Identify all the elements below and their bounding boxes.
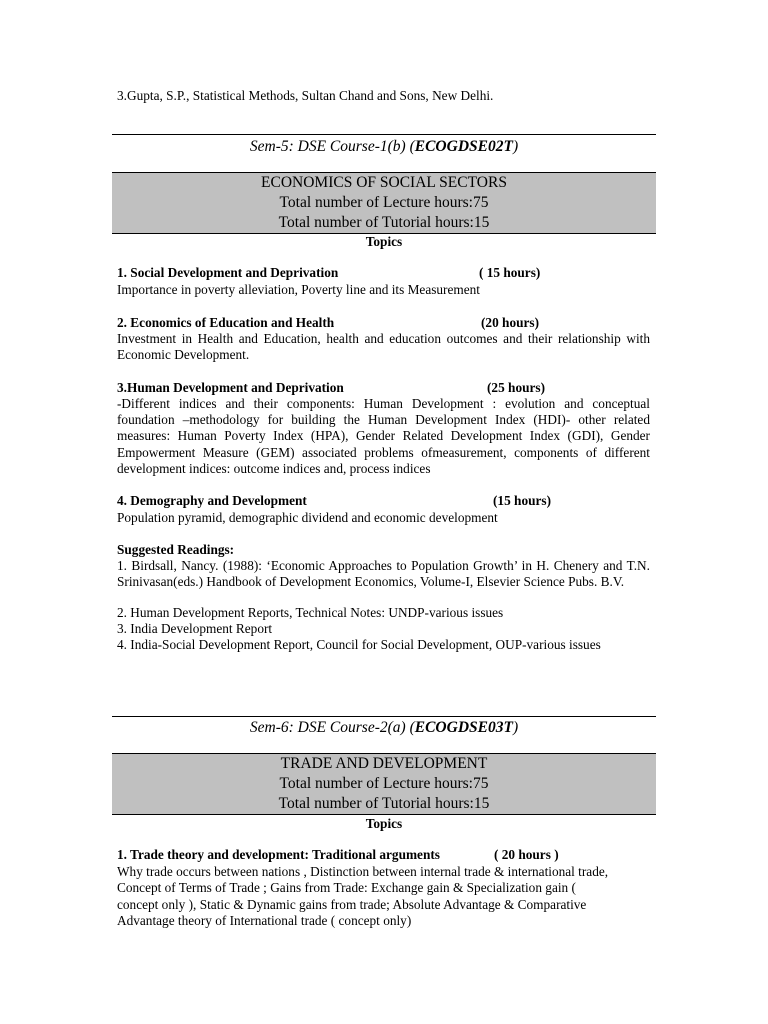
topic-heading: 1. Trade theory and development: Traditional arguments — [117, 847, 440, 862]
topic-heading: 4. Demography and Development — [117, 493, 307, 508]
topic-body: Population pyramid, demographic dividend and economic development — [117, 510, 498, 525]
tutorial-hours: Total number of Tutorial hours:15 — [278, 214, 490, 231]
topic-body: -Different indices and their components: Human Development : evolution and conceptual foundation –methodology for building the Human Development Index (HDI)- other related measures: Human Poverty Index (HPA), Gender Related Development Index (GDI), Gender Empowerment Measure (GEM) associated problems ofmeasurement, components of different development indices: outcome indices and, process indices — [117, 396, 650, 476]
topic-body: Investment in Health and Education, health and education outcomes and their relationship with Economic Development. — [117, 331, 650, 363]
topic-hours: (15 hours) — [493, 493, 551, 508]
topic-body-line: Why trade occurs between nations , Distinction between internal trade & international trade, — [117, 864, 609, 879]
section-rule — [112, 134, 656, 135]
reference-gupta: 3.Gupta, S.P., Statistical Methods, Sultan Chand and Sons, New Delhi. — [117, 88, 494, 103]
course-title-box — [112, 753, 656, 815]
course-title-box — [112, 172, 656, 234]
topic-hours: ( 15 hours) — [479, 265, 541, 280]
reading-item: 4. India-Social Development Report, Council for Social Development, OUP-various issues — [117, 637, 601, 652]
topic-body-line: Advantage theory of International trade ( concept only) — [117, 913, 412, 928]
topic-hours: ( 20 hours ) — [494, 847, 559, 862]
lecture-hours: Total number of Lecture hours:75 — [279, 775, 489, 792]
lecture-hours: Total number of Lecture hours:75 — [279, 194, 489, 211]
course-title: ECONOMICS OF SOCIAL SECTORS — [261, 174, 507, 191]
course-header-prefix: Sem-6: DSE Course-2(a) ( — [249, 719, 415, 736]
topic-body-line: Concept of Terms of Trade ; Gains from Trade: Exchange gain & Specialization gain ( — [117, 880, 576, 895]
topic-hours: (25 hours) — [487, 380, 545, 395]
reading-item: 1. Birdsall, Nancy. (1988): ‘Economic Approaches to Population Growth’ in H. Chenery and T.N. Srinivasan(eds.) Handbook of Development Economics, Volume-I, Elsevier Science Pubs. B.V. — [117, 558, 650, 590]
course-title: TRADE AND DEVELOPMENT — [280, 755, 488, 772]
topic-body: Importance in poverty alleviation, Poverty line and its Measurement — [117, 282, 480, 297]
course-code: ECOGDSE03T — [414, 719, 513, 736]
topic-heading: 2. Economics of Education and Health — [117, 315, 335, 330]
tutorial-hours: Total number of Tutorial hours:15 — [278, 795, 490, 812]
reading-item: 3. India Development Report — [117, 621, 273, 636]
topic-heading: 1. Social Development and Deprivation — [117, 265, 339, 280]
course-code: ECOGDSE02T — [414, 138, 513, 155]
course-header — [112, 718, 656, 738]
topic-hours: (20 hours) — [481, 315, 539, 330]
topic-body-line: concept only ), Static & Dynamic gains from trade; Absolute Advantage & Comparative — [117, 897, 587, 912]
topics-heading: Topics — [365, 816, 403, 831]
topic-heading: 3.Human Development and Deprivation — [117, 380, 344, 395]
course-header-prefix: Sem-5: DSE Course-1(b) ( — [249, 138, 415, 155]
course-header-suffix: ) — [512, 138, 519, 155]
reading-item: 2. Human Development Reports, Technical Notes: UNDP-various issues — [117, 605, 504, 620]
course-header — [112, 137, 656, 157]
section-rule — [112, 716, 656, 717]
topics-heading: Topics — [365, 234, 403, 249]
course-header-suffix: ) — [512, 719, 519, 736]
readings-heading: Suggested Readings: — [117, 542, 235, 557]
